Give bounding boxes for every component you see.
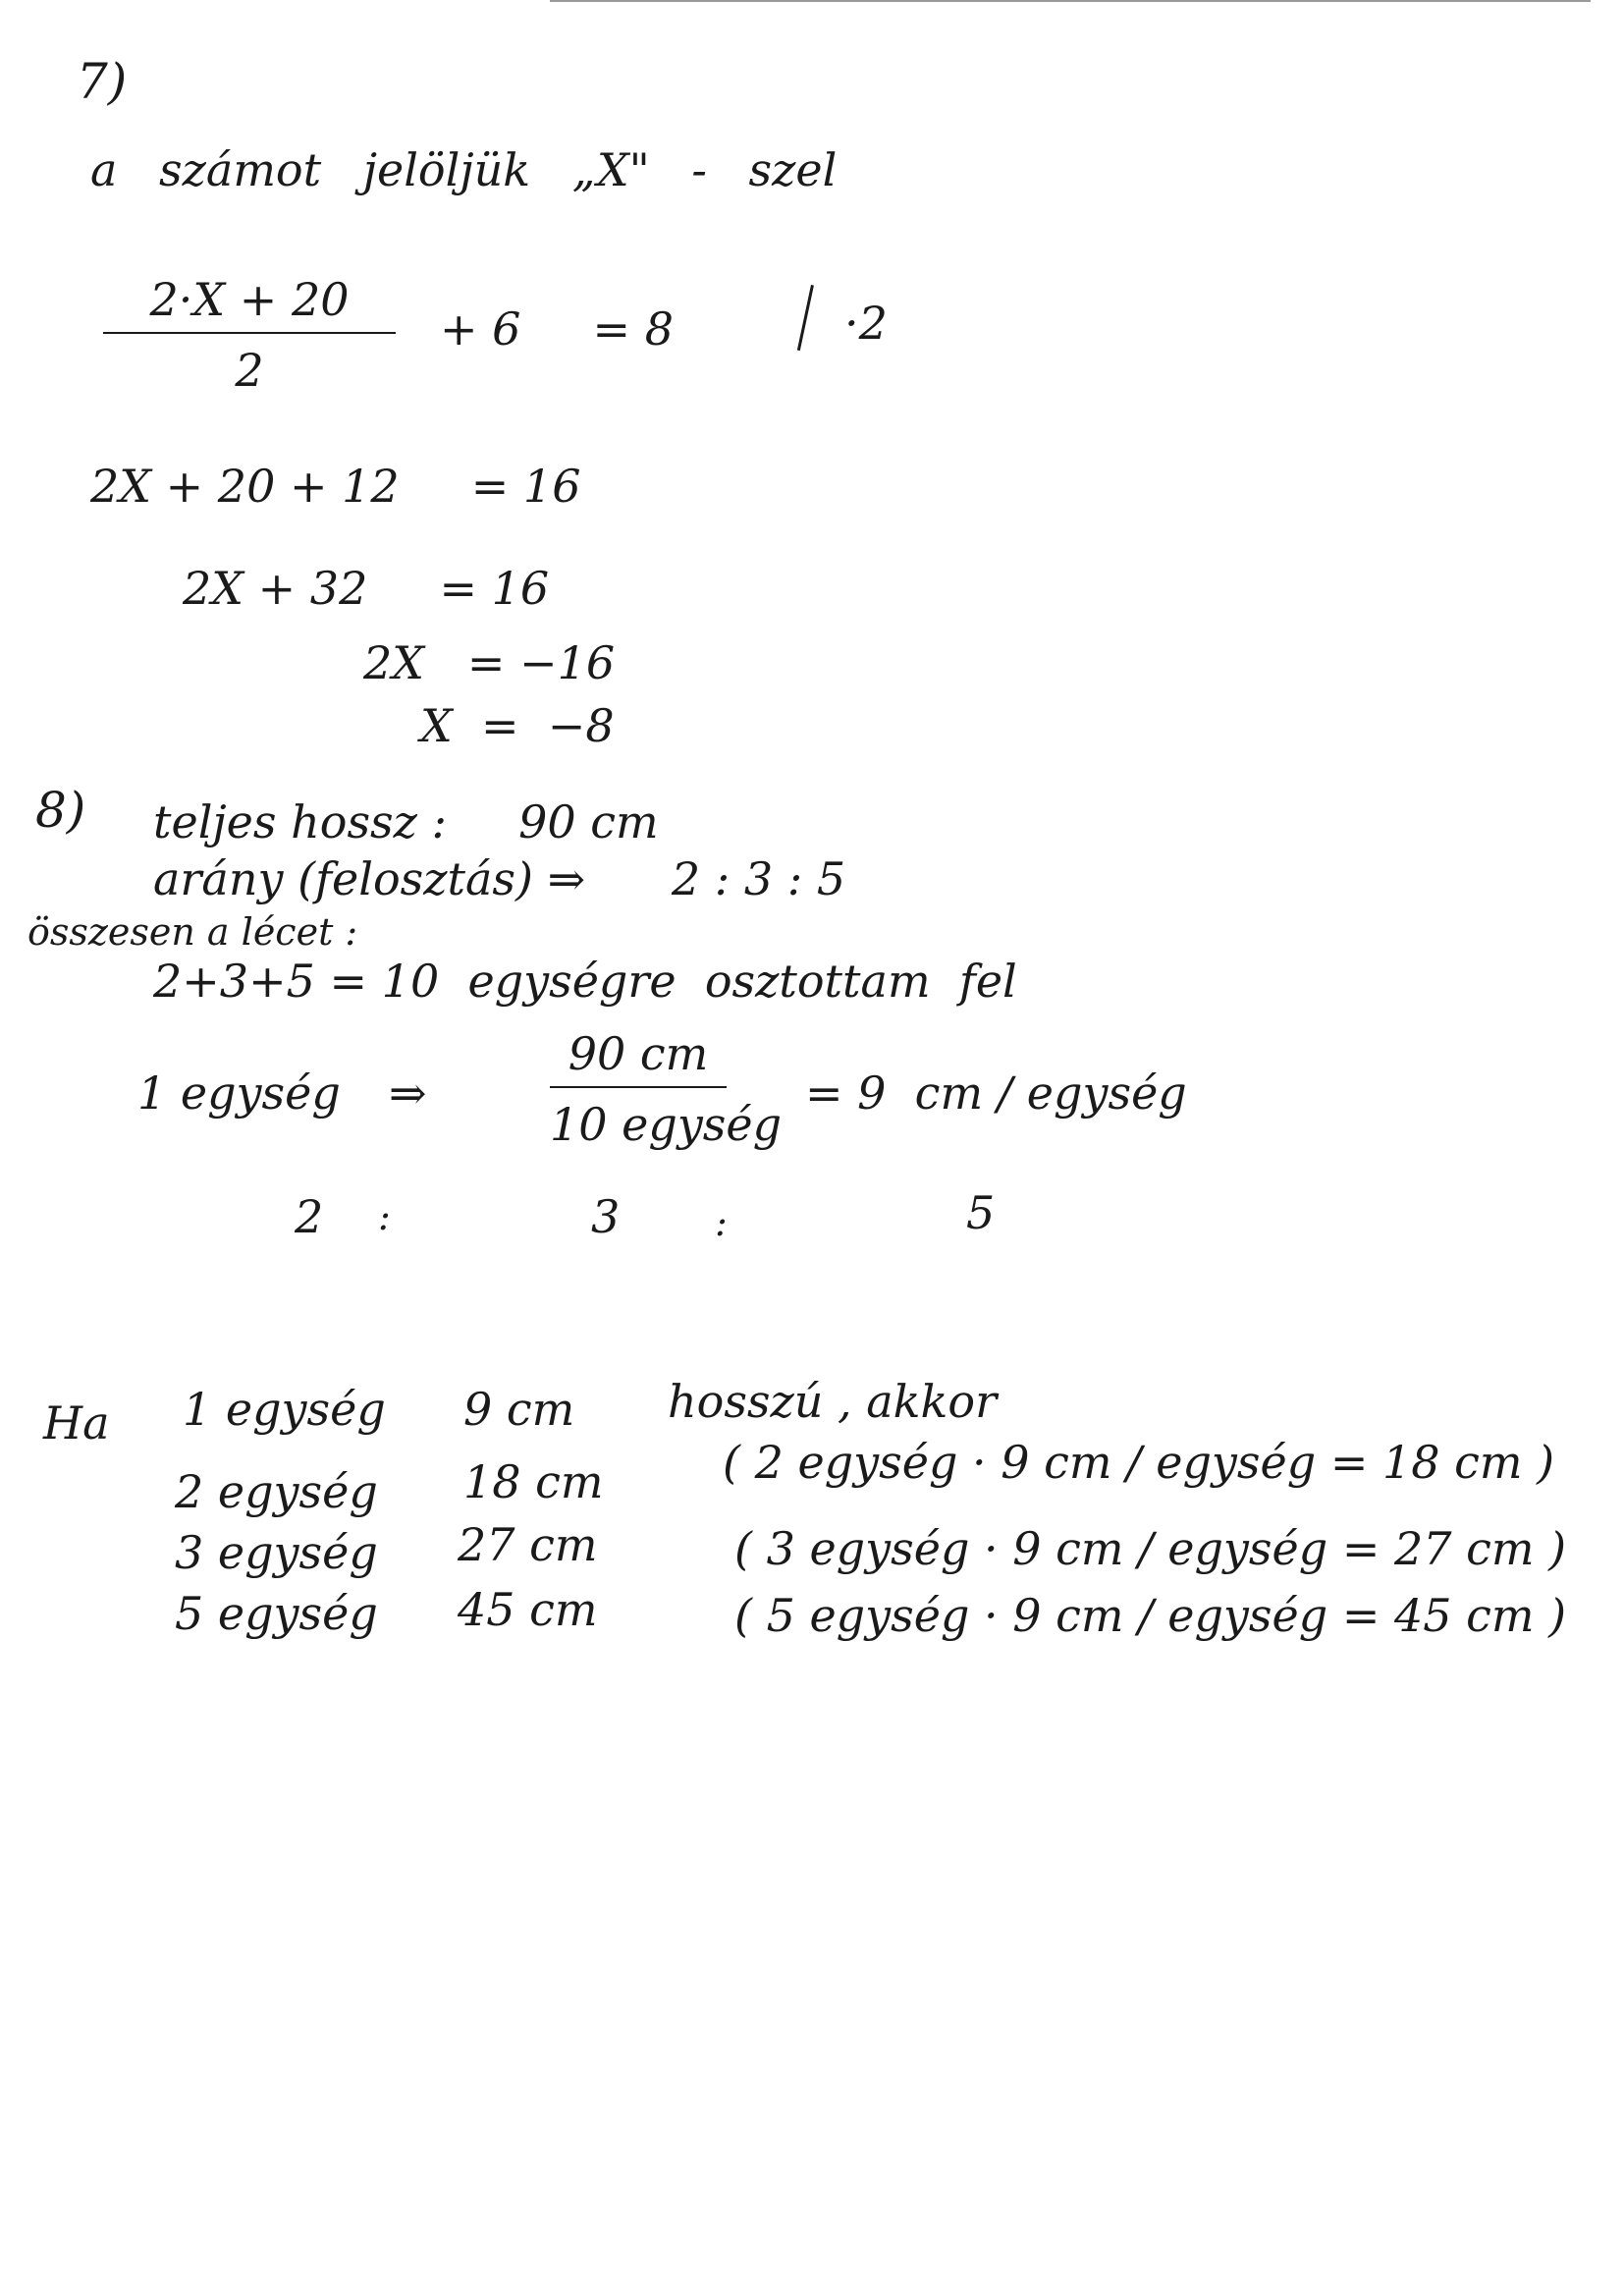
implies-arrow: ⇒: [389, 1066, 427, 1120]
ratio-part-3: 3: [591, 1190, 621, 1243]
problem-7-step-1: 2X + 20 + 12 = 16: [90, 460, 581, 513]
problem-7-intro: a számot jelöljük „X" - szel: [90, 143, 838, 196]
row-4-units: 5 egység: [175, 1587, 378, 1640]
ratio-colon-2: :: [715, 1201, 728, 1244]
operation-divider: [797, 285, 814, 351]
row-2-calc: ( 2 egység · 9 cm / egység = 18 cm ): [723, 1436, 1555, 1489]
fraction-numerator: 2·X + 20: [149, 273, 350, 326]
row-3-length: 27 cm: [458, 1518, 598, 1571]
unit-label: 1 egység: [137, 1066, 341, 1120]
ratio-colon-1: :: [378, 1195, 391, 1238]
row-4-calc: ( 5 egység · 9 cm / egység = 45 cm ): [734, 1589, 1567, 1642]
problem-7-step-2: 2X + 32 = 16: [183, 562, 550, 615]
problem-7-label: 7): [77, 53, 128, 110]
ratio-part-2: 2: [295, 1190, 324, 1243]
unit-result: = 9 cm / egység: [805, 1066, 1187, 1120]
row-3-units: 3 egység: [175, 1526, 378, 1579]
problem-7-equation-rest: + 6 = 8: [440, 302, 674, 355]
problem-7-step-3: 2X = −16: [363, 636, 616, 689]
total-units: 2+3+5 = 10 egységre osztottam fel: [153, 955, 1017, 1008]
row-1-calc: hosszú , akkor: [668, 1375, 998, 1428]
unit-fraction-denominator: 10 egység: [550, 1098, 783, 1151]
row-4-length: 45 cm: [458, 1583, 598, 1636]
fraction-denominator: 2: [235, 344, 264, 397]
total-units-intro: összesen a lécet :: [27, 910, 358, 954]
unit-fraction: [550, 1027, 783, 1151]
row-2-units: 2 egység: [175, 1465, 378, 1518]
problem-7-operation: ·2: [844, 297, 888, 350]
problem-7-step-4: X = −8: [420, 699, 615, 752]
fraction-bar: [103, 332, 396, 334]
problem-8-label: 8): [35, 782, 86, 839]
unit-fraction-numerator: 90 cm: [568, 1027, 709, 1080]
row-1-length: 9 cm: [463, 1383, 575, 1436]
row-3-calc: ( 3 egység · 9 cm / egység = 27 cm ): [734, 1522, 1567, 1575]
row-2-length: 18 cm: [463, 1455, 604, 1508]
ratio-part-5: 5: [966, 1186, 996, 1239]
ratio: arány (felosztás) ⇒ 2 : 3 : 5: [153, 852, 846, 905]
ha-label: Ha: [43, 1396, 110, 1449]
row-1-units: 1 egység: [183, 1383, 386, 1436]
total-length: teljes hossz : 90 cm: [153, 795, 659, 848]
problem-7-fraction: [103, 273, 396, 397]
scan-edge-line: [550, 0, 1591, 2]
unit-fraction-bar: [550, 1086, 727, 1088]
